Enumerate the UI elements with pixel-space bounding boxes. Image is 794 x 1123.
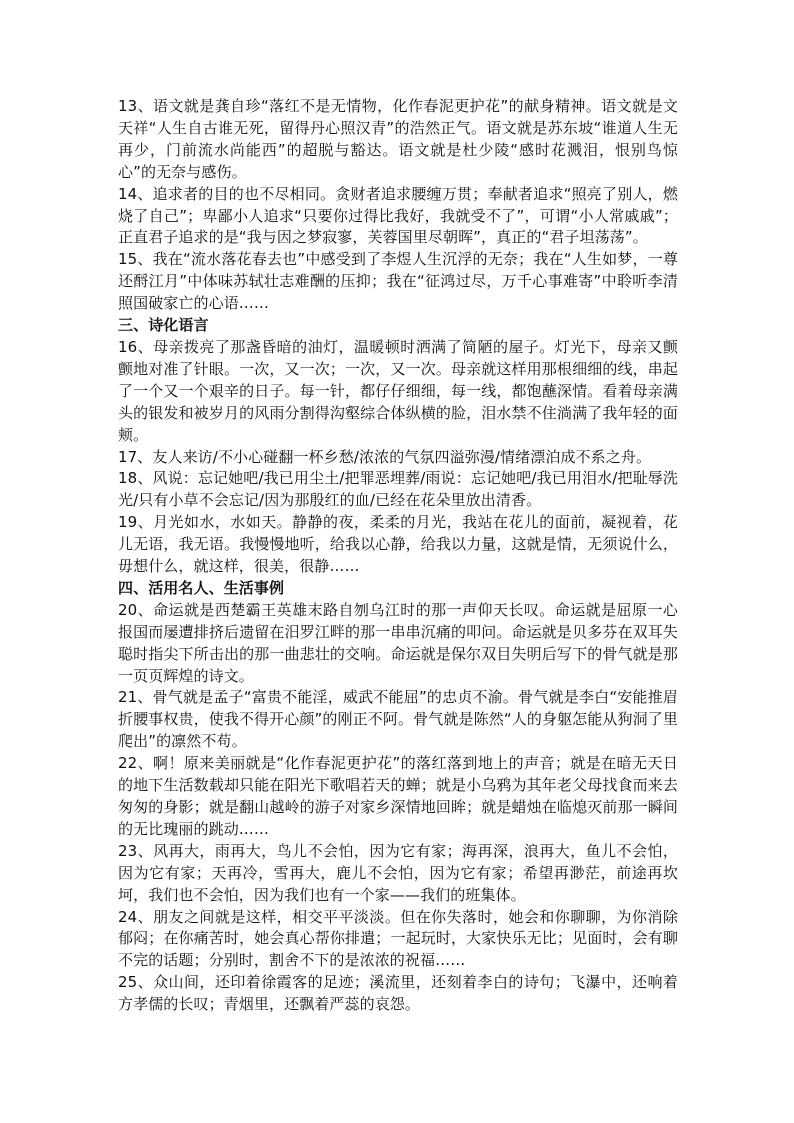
paragraph-20: 20、命运就是西楚霸王英雄末路自刎乌江时的那一声仰天长叹。命运就是屈原一心报国而屡遭排挤后遗留在汨罗江畔的那一串串沉痛的叩问。命运就是贝多芬在双耳失聪时指尖下所击出的那一曲悲壮的交响。命运就是保尔双目失明后写下的骨气就是那一页页辉煌的诗文。	[118, 600, 678, 685]
paragraph-16: 16、母亲拨亮了那盏昏暗的油灯，温暖顿时洒满了简陋的屋子。灯光下，母亲又颤颤地对准了针眼。一次，又一次；一次，又一次。母亲就这样用那根细细的线，串起了一个又一个艰辛的日子。每一针，都仔仔细细，每一线，都饱蘸深情。看着母亲满头的银发和被岁月的风雨分割得沟壑综合体纵横的脸，泪水禁不住淌满了我年轻的面颊。	[118, 337, 678, 444]
paragraph-14: 14、追求者的目的也不尽相同。贪财者追求腰缠万贯；奉献者追求“照亮了别人，燃烧了自己”；卑鄙小人追求“只要你过得比我好，我就受不了”，可谓“小人常戚戚”；正直君子追求的是“我与因之梦寂寥，芙蓉国里尽朝晖”，真正的“君子坦荡荡”。	[118, 184, 678, 247]
paragraph-22: 22、啊！原来美丽就是“化作春泥更护花”的落红落到地上的声音；就是在暗无天日的地下生活数载却只能在阳光下歌唱若天的蝉；就是小乌鸦为其年老父母找食而来去匆匆的身影；就是翻山越岭的游子对家乡深情地回眸；就是蜡烛在临熄灭前那一瞬间的无比瑰丽的跳动……	[118, 754, 678, 838]
paragraph-25: 25、众山间，还印着徐霞客的足迹；溪流里，还刻着李白的诗句；飞瀑中，还响着方孝儒的长叹；青烟里，还飘着严蕊的哀怨。	[118, 973, 678, 1014]
paragraph-19: 19、月光如水，水如天。静静的夜，柔柔的月光，我站在花儿的面前，凝视着，花儿无语，我无语。我慢慢地听，给我以心静，给我以力量，这就是情，无须说什么，毋想什么，就这样，很美，很静……	[118, 513, 678, 576]
paragraph-23: 23、风再大，雨再大，鸟儿不会怕，因为它有家；海再深，浪再大，鱼儿不会怕，因为它有家；天再冷，雪再大，鹿儿不会怕，因为它有家；希望再渺茫，前途再坎坷，我们也不会怕，因为我们也有一个家——我们的班集体。	[118, 841, 678, 904]
paragraph-18: 18、风说：忘记她吧/我已用尘土/把罪恶埋葬/雨说：忘记她吧/我已用泪水/把耻辱洗光/只有小草不会忘记/因为那殷红的血/已经在花朵里放出清香。	[118, 469, 678, 510]
paragraph-15: 15、我在“流水落花春去也”中感受到了李煜人生沉浮的无奈；我在“人生如梦，一尊还酹江月”中体味苏轼壮志难酬的压抑；我在“征鸿过尽，万千心事难寄”中聆听李清照国破家亡的心语……	[118, 250, 678, 313]
paragraph-13: 13、语文就是龚自珍“落红不是无情物，化作春泥更护花”的献身精神。语文就是文天祥“人生自古谁无死，留得丹心照汉青”的浩然正气。语文就是苏东坡“谁道人生无再少，门前流水尚能西”的超脱与豁达。语文就是杜少陵“感时花溅泪，恨别鸟惊心”的无奈与感伤。	[118, 97, 678, 181]
section-heading-3: 三、诗化语言	[118, 316, 209, 335]
paragraph-17: 17、友人来访/不小心碰翻一杯乡愁/浓浓的气氛四溢弥漫/情绪漂泊成不系之舟。	[118, 447, 652, 466]
section-heading-4: 四、活用名人、生活事例	[118, 578, 285, 597]
paragraph-24: 24、朋友之间就是这样，相交平平淡淡。但在你失落时，她会和你聊聊，为你消除郁闷；在你痛苦时，她会真心帮你排遣；一起玩时，大家快乐无比；见面时，会有聊不完的话题；分别时，割舍不下的是浓浓的祝福……	[118, 907, 678, 970]
document-body	[118, 96, 678, 1016]
paragraph-21: 21、骨气就是孟子“富贵不能淫，威武不能屈”的忠贞不渝。骨气就是李白“安能推眉折腰事权贵，使我不得开心颜”的刚正不阿。骨气就是陈然“人的身躯怎能从狗洞了里爬出”的凛然不苟。	[118, 688, 678, 751]
